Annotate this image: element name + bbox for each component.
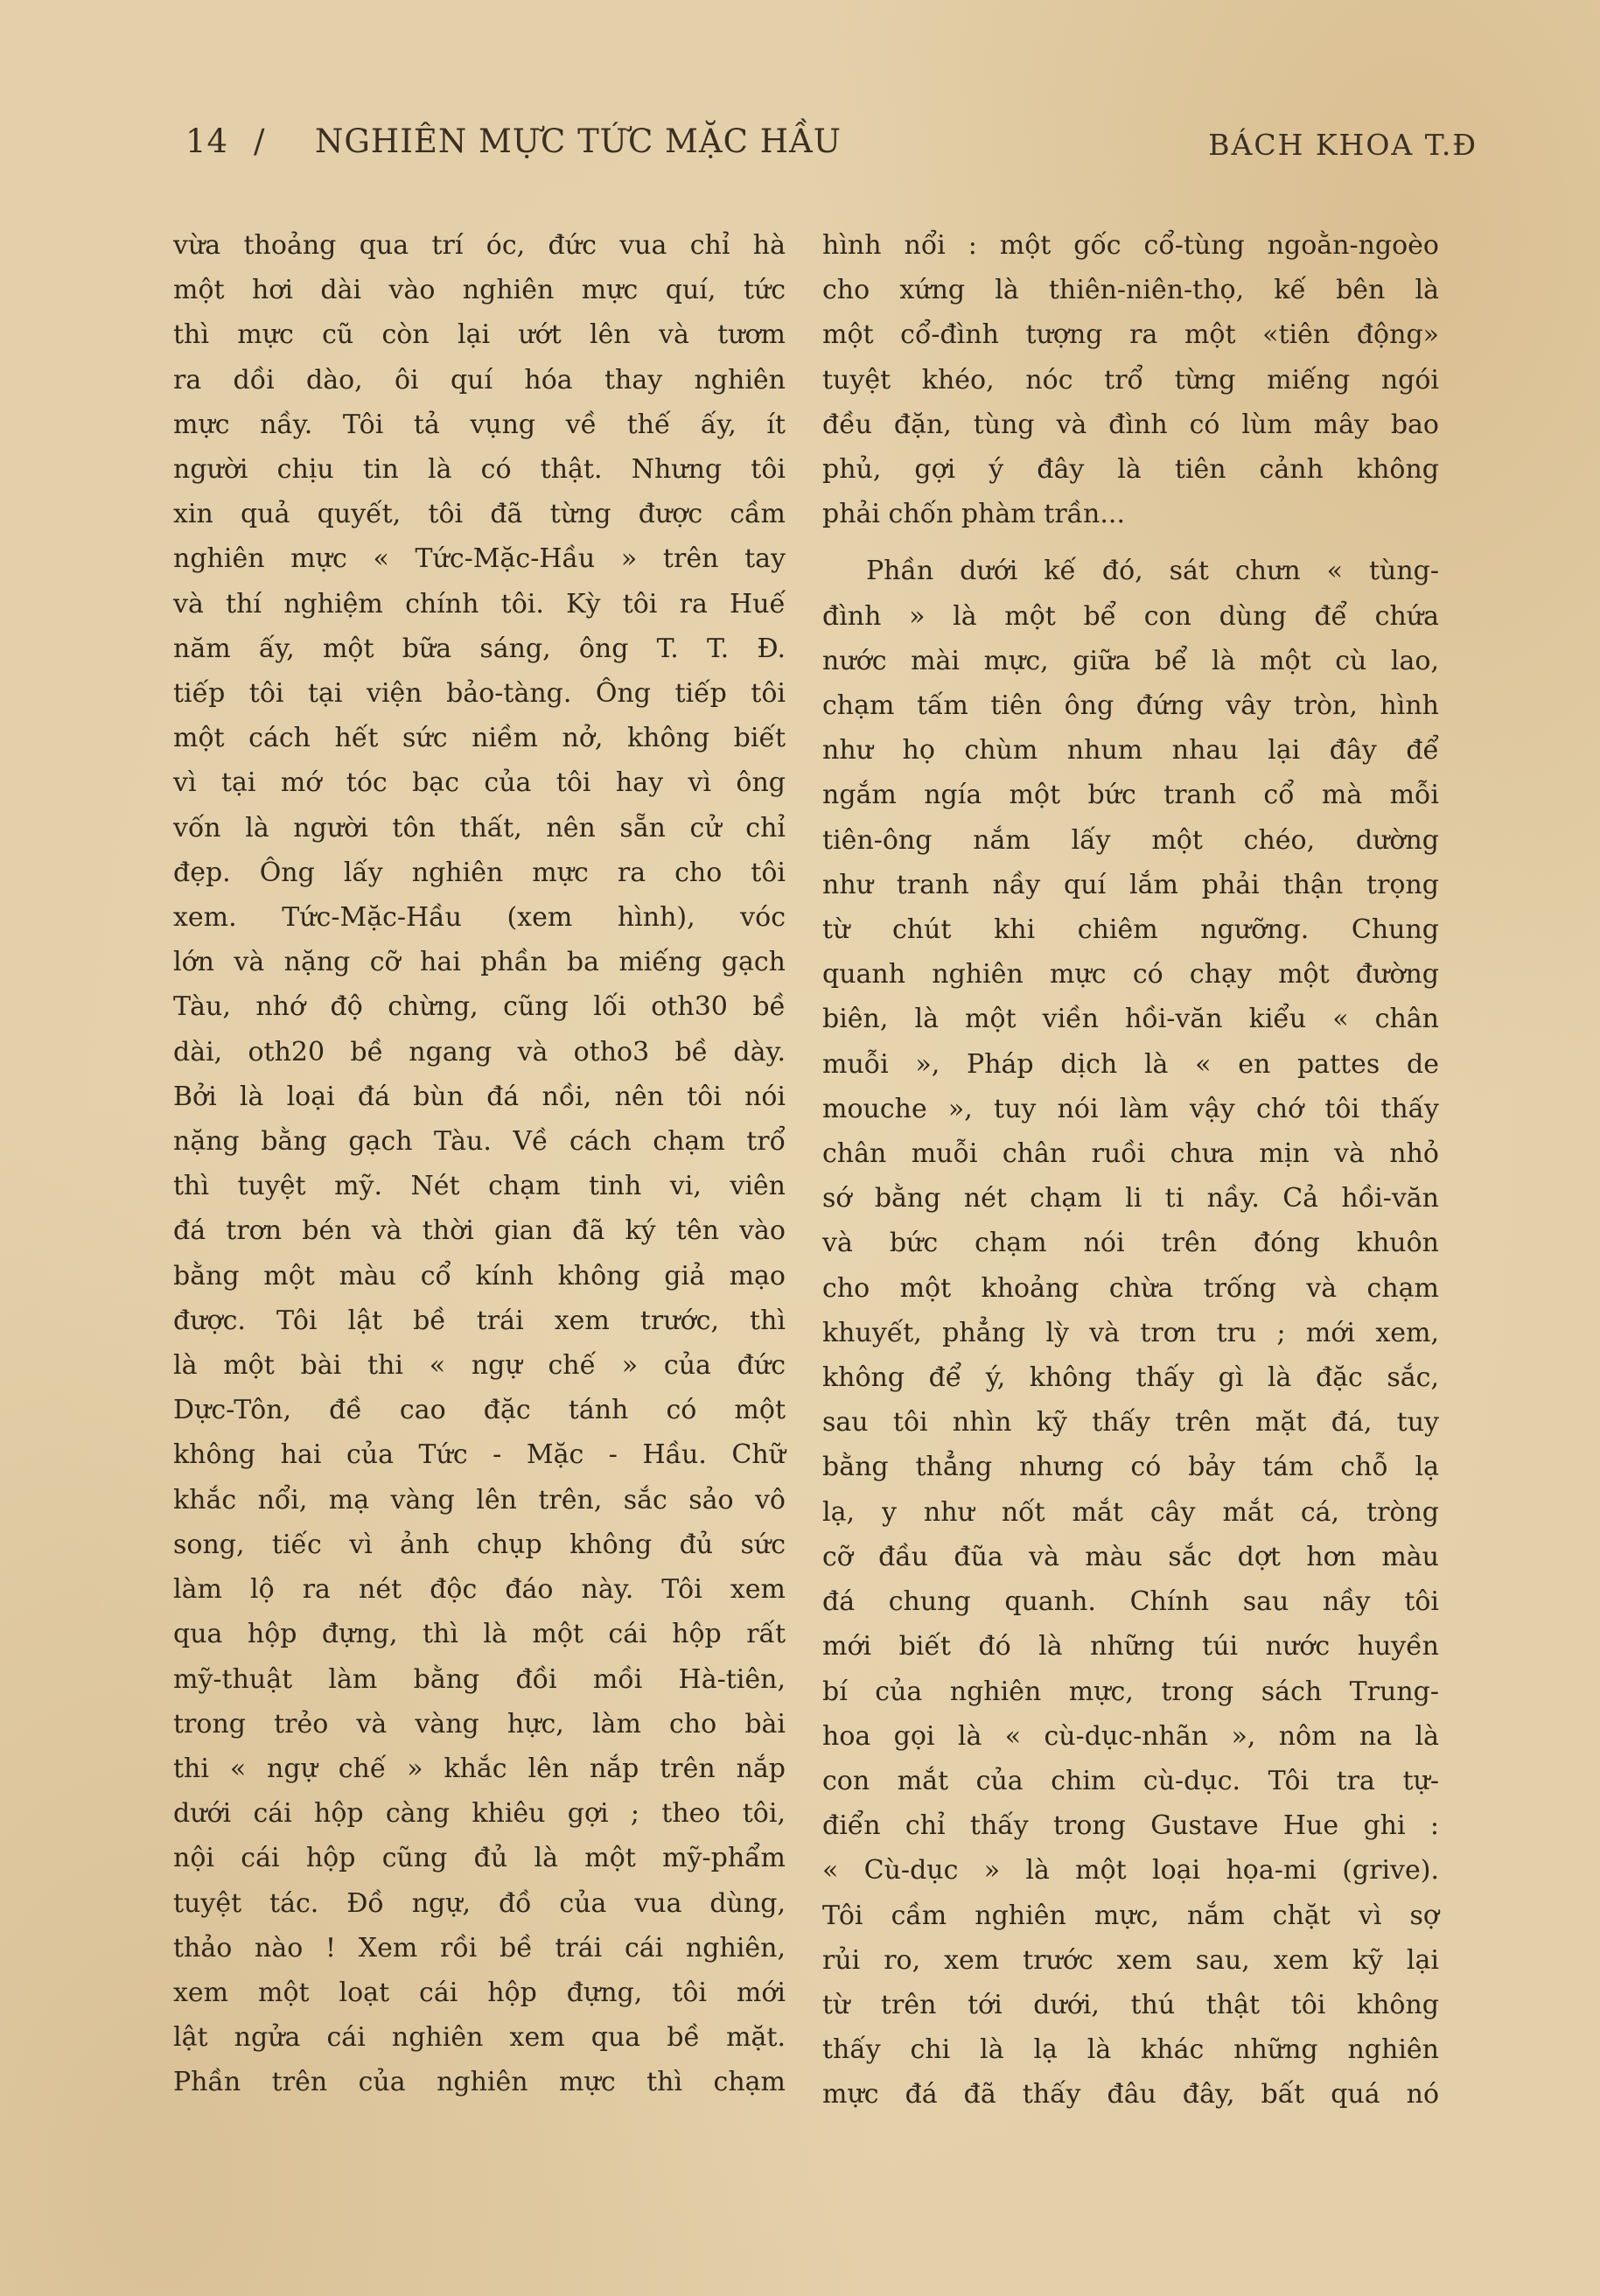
text-line: cho xứng là thiên-niên-thọ, kế bên là (822, 275, 1439, 306)
text-line: một hơi dài vào nghiên mực quí, tức (173, 275, 786, 306)
text-line: thì mực cũ còn lại ướt lên và tươm (173, 319, 786, 351)
text-line: ngắm ngía một bức tranh cổ mà mỗi (822, 780, 1439, 811)
text-line: cho một khoảng chừa trống và chạm (822, 1272, 1439, 1304)
text-line: tuyệt tác. Đồ ngự, đồ của vua dùng, (173, 1887, 786, 1919)
text-line: ra dồi dào, ôi quí hóa thay nghiên (173, 364, 786, 396)
text-line: nội cái hộp cũng đủ là một mỹ-phẩm (173, 1843, 786, 1874)
text-line: biên, là một viền hồi-văn kiểu « chân (822, 1004, 1439, 1035)
text-line: hoa gọi là « cù-dục-nhãn », nôm na là (822, 1720, 1439, 1752)
text-line: trong trẻo và vàng hực, làm cho bài (173, 1708, 786, 1740)
left-column (173, 223, 786, 2105)
text-line: từ chút khi chiêm ngưỡng. Chung (822, 914, 1439, 946)
paragraph (822, 549, 1439, 2117)
text-line: được. Tôi lật bề trái xem trước, thì (173, 1305, 786, 1336)
text-line: dưới cái hộp càng khiêu gợi ; theo tôi, (173, 1798, 786, 1830)
text-line: từ trên tới dưới, thú thật tôi không (822, 1989, 1439, 2020)
text-line: quanh nghiên mực có chạy một đường (822, 959, 1439, 990)
text-line: đều đặn, tùng và đình có lùm mây bao (822, 409, 1439, 440)
text-line: Dực-Tôn, đề cao đặc tánh có một (173, 1395, 786, 1426)
text-line: đá chung quanh. Chính sau nầy tôi (822, 1586, 1439, 1618)
text-line: đẹp. Ông lấy nghiên mực ra cho tôi (173, 857, 786, 888)
text-line: tiên-ông nắm lấy một chéo, dường (822, 824, 1439, 856)
text-line: phải chốn phàm trần... (822, 499, 1125, 530)
text-line: như họ chùm nhum nhau lại đây để (822, 735, 1439, 766)
text-line: nặng bằng gạch Tàu. Về cách chạm trổ (173, 1126, 786, 1158)
article-title: NGHIÊN MỰC TỨC MẶC HẦU (315, 122, 842, 160)
text-line: rủi ro, xem trước xem sau, xem kỹ lại (822, 1944, 1439, 1976)
text-line: mới biết đó là những túi nước huyền (822, 1631, 1439, 1662)
text-line: một cổ-đình tượng ra một «tiên động» (822, 319, 1439, 351)
text-line: vì tại mớ tóc bạc của tôi hay vì ông (173, 767, 786, 799)
text-line: đá trơn bén và thời gian đã ký tên vào (173, 1215, 786, 1247)
text-line: thấy chi là lạ là khác những nghiên (822, 2034, 1439, 2066)
text-line: người chịu tin là có thật. Nhưng tôi (173, 454, 786, 486)
text-line: lớn và nặng cỡ hai phần ba miếng gạch (173, 947, 786, 978)
text-line: và bức chạm nói trên đóng khuôn (822, 1228, 1439, 1259)
text-line: Tôi cầm nghiên mực, nắm chặt vì sợ (822, 1900, 1439, 1931)
text-line: Tàu, nhớ độ chừng, cũng lối oth30 bề (173, 991, 786, 1023)
text-line: một cách hết sức niềm nở, không biết (173, 723, 786, 754)
text-line: tiếp tôi tại viện bảo-tàng. Ông tiếp tôi (173, 678, 786, 710)
text-line: qua hộp đựng, thì là một cái hộp rất (173, 1619, 786, 1650)
text-line: mouche », tuy nói làm vậy chớ tôi thấy (822, 1093, 1439, 1124)
text-line: dài, oth20 bề ngang và otho3 bề dày. (173, 1036, 786, 1068)
text-line: như tranh nầy quí lắm phải thận trọng (822, 869, 1439, 900)
text-line: điển chỉ thấy trong Gustave Hue ghi : (822, 1810, 1439, 1842)
text-line: lật ngửa cái nghiên xem qua bề mặt. (173, 2022, 786, 2054)
text-line: thi « ngự chế » khắc lên nắp trên nắp (173, 1753, 786, 1784)
text-line: không hai của Tức - Mặc - Hầu. Chữ (173, 1439, 786, 1471)
text-line: Bởi là loại đá bùn đá nồi, nên tôi nói (173, 1081, 786, 1112)
text-line: thì tuyệt mỹ. Nét chạm tinh vi, viên (173, 1171, 786, 1202)
text-line: là một bài thi « ngự chế » của đức (173, 1350, 786, 1382)
text-line: cỡ đầu đũa và màu sắc dợt hơn màu (822, 1541, 1439, 1572)
text-line: xin quả quyết, tôi đã từng được cầm (173, 499, 786, 530)
text-line: chân muỗi chân ruồi chưa mịn và nhỏ (822, 1138, 1439, 1170)
text-line: thảo nào ! Xem rồi bề trái cái nghiên, (173, 1932, 786, 1964)
text-line: « Cù-dục » là một loại họa-mi (grive). (822, 1855, 1439, 1886)
text-line: muỗi », Pháp dịch là « en pattes de (822, 1048, 1439, 1080)
text-line: và thí nghiệm chính tôi. Kỳ tôi ra Huế (173, 588, 786, 620)
text-line: mực đá đã thấy đâu đây, bất quá nó (822, 2079, 1439, 2110)
text-line: làm lộ ra nét độc đáo này. Tôi xem (173, 1574, 786, 1606)
text-line: năm ấy, một bữa sáng, ông T. T. Đ. (173, 633, 786, 664)
text-line: sớ bằng nét chạm li ti nầy. Cả hồi-văn (822, 1183, 1439, 1214)
text-line: tuyệt khéo, nóc trổ từng miếng ngói (822, 364, 1439, 396)
text-line: mực nầy. Tôi tả vụng về thế ấy, ít (173, 409, 786, 440)
page-number: 14 (185, 122, 229, 160)
text-line: lạ, y như nốt mắt cây mắt cá, tròng (822, 1496, 1439, 1528)
text-line: bí của nghiên mực, trong sách Trung- (822, 1676, 1439, 1707)
header-separator: / (254, 122, 266, 160)
text-line: chạm tấm tiên ông đứng vây tròn, hình (822, 690, 1439, 722)
text-line: nghiên mực « Tức-Mặc-Hầu » trên tay (173, 543, 786, 575)
text-line: hình nổi : một gốc cổ-tùng ngoằn-ngoèo (822, 230, 1439, 261)
text-line: con mắt của chim cù-dục. Tôi tra tự- (822, 1765, 1439, 1796)
text-line: xem một loạt cái hộp đựng, tôi mới (173, 1977, 786, 2008)
running-header (185, 122, 1478, 166)
text-line: xem. Tức-Mặc-Hầu (xem hình), vóc (173, 902, 786, 934)
right-column (822, 223, 1439, 2118)
text-line: đình » là một bể con dùng để chứa (822, 600, 1439, 632)
text-line: Phần trên của nghiên mực thì chạm (173, 2067, 786, 2098)
text-line: phủ, gợi ý đây là tiên cảnh không (822, 454, 1439, 486)
text-line: Phần dưới kế đó, sát chưn « tùng- (866, 556, 1439, 587)
text-line: bằng một màu cổ kính không giả mạo (173, 1260, 786, 1292)
text-line: bằng thẳng nhưng có bảy tám chỗ lạ (822, 1452, 1439, 1483)
text-line: vừa thoảng qua trí óc, đức vua chỉ hà (173, 230, 786, 261)
text-line: khắc nổi, mạ vàng lên trên, sắc sảo vô (173, 1484, 786, 1516)
magazine-name: BÁCH KHOA T.Đ (1208, 128, 1478, 162)
text-line: song, tiếc vì ảnh chụp không đủ sức (173, 1529, 786, 1560)
text-line: vốn là người tôn thất, nên sẵn cử chỉ (173, 812, 786, 844)
text-line: mỹ-thuật làm bằng đồi mồi Hà-tiên, (173, 1663, 786, 1695)
text-line: sau tôi nhìn kỹ thấy trên mặt đá, tuy (822, 1407, 1439, 1438)
text-line: nước mài mực, giữa bể là một cù lao, (822, 645, 1439, 676)
text-line: khuyết, phẳng lỳ và trơn tru ; mới xem, (822, 1317, 1439, 1348)
paragraph (822, 223, 1439, 536)
text-line: không để ý, không thấy gì là đặc sắc, (822, 1362, 1439, 1394)
